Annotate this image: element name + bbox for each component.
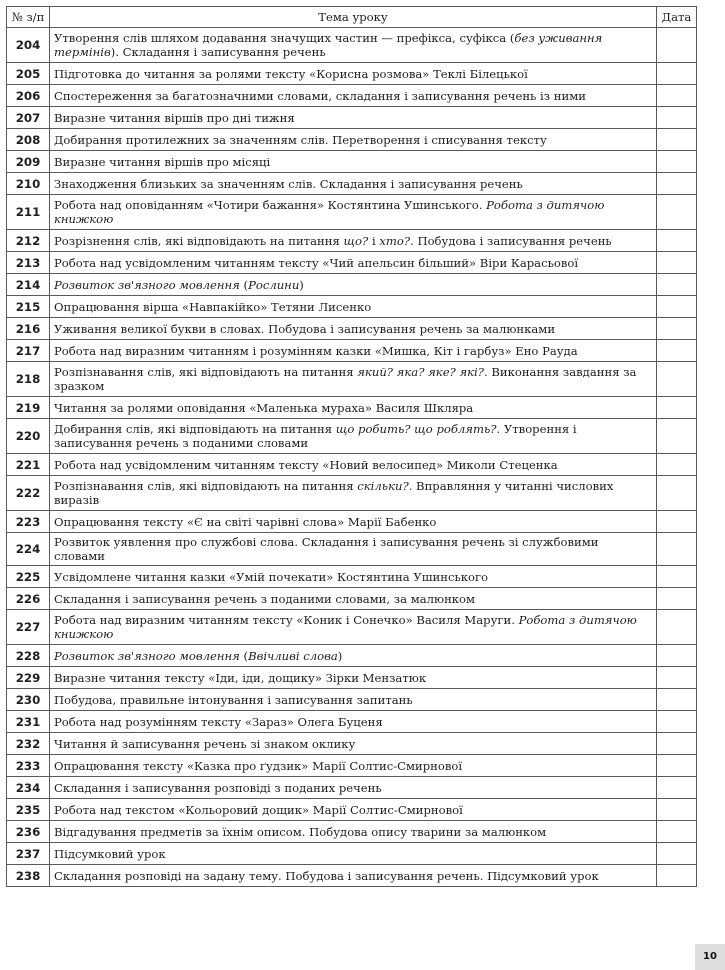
lesson-number: 212 xyxy=(7,230,50,252)
topic-text: Виразне читання віршів про місяці xyxy=(54,154,271,169)
lesson-plan-table xyxy=(6,6,697,887)
topic-italic-text: Робота з дитячою книжкою xyxy=(54,198,605,226)
table-row xyxy=(7,799,697,821)
lesson-date-cell xyxy=(657,711,697,733)
lesson-date-cell xyxy=(657,476,697,511)
lesson-topic xyxy=(50,195,657,230)
lesson-topic xyxy=(50,533,657,566)
table-row xyxy=(7,362,697,397)
topic-text: Підсумковий урок xyxy=(54,846,166,861)
table-row xyxy=(7,397,697,419)
topic-text: Розпізнавання слів, які відповідають на питання xyxy=(54,479,358,493)
lesson-topic xyxy=(50,476,657,511)
lesson-topic xyxy=(50,667,657,689)
lesson-topic xyxy=(50,274,657,296)
topic-italic-text: Розвиток зв'язного мовлення xyxy=(54,277,240,292)
lesson-number: 213 xyxy=(7,252,50,274)
table-row xyxy=(7,588,697,610)
lesson-date-cell xyxy=(657,397,697,419)
table-row xyxy=(7,454,697,476)
lesson-number: 219 xyxy=(7,397,50,419)
table-row xyxy=(7,821,697,843)
lesson-date-cell xyxy=(657,689,697,711)
lesson-topic xyxy=(50,107,657,129)
topic-text: Робота над оповіданням «Чотири бажання» Костянтина Ушинського. xyxy=(54,198,487,212)
lesson-date-cell xyxy=(657,173,697,195)
header-number: № з/п xyxy=(7,7,50,28)
topic-text: Розрізнення слів, які відповідають на питання xyxy=(54,233,344,248)
lesson-number: 226 xyxy=(7,588,50,610)
lesson-number: 223 xyxy=(7,511,50,533)
lesson-topic xyxy=(50,362,657,397)
lesson-number: 228 xyxy=(7,645,50,667)
lesson-number: 236 xyxy=(7,821,50,843)
topic-text: . Утворення і записування речень з поданими словами xyxy=(54,422,577,450)
lesson-topic xyxy=(50,340,657,362)
topic-text: ). Складання і записування речень xyxy=(110,45,326,59)
table-body xyxy=(7,28,697,887)
lesson-number: 234 xyxy=(7,777,50,799)
table-row xyxy=(7,566,697,588)
lesson-number: 205 xyxy=(7,63,50,85)
lesson-topic xyxy=(50,63,657,85)
table-row xyxy=(7,610,697,645)
lesson-number: 217 xyxy=(7,340,50,362)
lesson-date-cell xyxy=(657,821,697,843)
table-row xyxy=(7,151,697,173)
topic-text: Підготовка до читання за ролями тексту «Корисна розмова» Теклі Білецької xyxy=(54,66,528,81)
topic-text: Спостереження за багатозначними словами, складання і записування речень із ними xyxy=(54,88,586,103)
topic-italic-text: без уживання термінів xyxy=(54,31,603,59)
topic-text: Знаходження близьких за значенням слів. Складання і записування речень xyxy=(54,176,523,191)
lesson-number: 208 xyxy=(7,129,50,151)
topic-italic-text: що? xyxy=(343,233,369,248)
lesson-date-cell xyxy=(657,777,697,799)
lesson-date-cell xyxy=(657,129,697,151)
topic-italic-text: Робота з дитячою книжкою xyxy=(54,613,637,641)
lesson-date-cell xyxy=(657,645,697,667)
topic-italic-text: Рослини xyxy=(248,277,300,292)
lesson-number: 216 xyxy=(7,318,50,340)
lesson-date-cell xyxy=(657,318,697,340)
lesson-topic xyxy=(50,865,657,887)
table-header-row xyxy=(7,7,697,28)
topic-text: Виразне читання віршів про дні тижня xyxy=(54,110,295,125)
topic-text: ) xyxy=(337,648,343,663)
lesson-date-cell xyxy=(657,755,697,777)
lesson-date-cell xyxy=(657,454,697,476)
lesson-number: 227 xyxy=(7,610,50,645)
lesson-number: 206 xyxy=(7,85,50,107)
lesson-topic xyxy=(50,588,657,610)
lesson-date-cell xyxy=(657,362,697,397)
lesson-number: 211 xyxy=(7,195,50,230)
topic-text: Робота над усвідомленим читанням тексту «Новий велосипед» Миколи Стеценка xyxy=(54,457,558,472)
lesson-number: 225 xyxy=(7,566,50,588)
header-topic: Тема уроку xyxy=(50,7,657,28)
lesson-number: 222 xyxy=(7,476,50,511)
lesson-date-cell xyxy=(657,588,697,610)
lesson-topic xyxy=(50,711,657,733)
table-row xyxy=(7,667,697,689)
lesson-topic xyxy=(50,821,657,843)
lesson-number: 215 xyxy=(7,296,50,318)
topic-text: Усвідомлене читання казки «Умій почекати» Костянтина Ушинського xyxy=(54,569,489,584)
table-row xyxy=(7,419,697,454)
table-row xyxy=(7,511,697,533)
lesson-date-cell xyxy=(657,667,697,689)
topic-text: Опрацювання тексту «Є на світі чарівні слова» Марії Бабенко xyxy=(54,514,437,529)
lesson-topic xyxy=(50,28,657,63)
lesson-topic xyxy=(50,645,657,667)
lesson-date-cell xyxy=(657,63,697,85)
topic-italic-text: Розвиток зв'язного мовлення xyxy=(54,648,240,663)
table-row xyxy=(7,777,697,799)
lesson-number: 235 xyxy=(7,799,50,821)
lesson-topic xyxy=(50,397,657,419)
lesson-number: 224 xyxy=(7,533,50,566)
table-row xyxy=(7,318,697,340)
lesson-date-cell xyxy=(657,85,697,107)
lesson-number: 230 xyxy=(7,689,50,711)
lesson-topic xyxy=(50,296,657,318)
topic-text: ) xyxy=(299,277,304,292)
topic-text: Робота над розумінням тексту «Зараз» Олега Буценя xyxy=(54,714,383,729)
lesson-date-cell xyxy=(657,799,697,821)
topic-text: Робота над виразним читанням і розумінням казки «Мишка, Кіт і гарбуз» Ено Рауда xyxy=(54,343,578,358)
table-row xyxy=(7,711,697,733)
table-row xyxy=(7,645,697,667)
lesson-date-cell xyxy=(657,865,697,887)
topic-text: ( xyxy=(239,648,249,663)
topic-text: Складання розповіді на задану тему. Побудова і записування речень. Підсумковий урок xyxy=(54,868,599,883)
lesson-topic xyxy=(50,843,657,865)
topic-text: Читання за ролями оповідання «Маленька мураха» Василя Шкляра xyxy=(54,400,474,415)
lesson-number: 221 xyxy=(7,454,50,476)
topic-text: Утворення слів шляхом додавання значущих частин — префікса, суфікса ( xyxy=(54,31,515,45)
lesson-topic xyxy=(50,85,657,107)
topic-text: Робота над виразним читанням тексту «Коник і Сонечко» Василя Маруги. xyxy=(54,613,519,627)
lesson-topic xyxy=(50,252,657,274)
topic-text: Побудова, правильне інтонування і записування запитань xyxy=(54,692,413,707)
lesson-date-cell xyxy=(657,195,697,230)
topic-text: Розвиток уявлення про службові слова. Складання і записування речень зі службовими словами xyxy=(54,535,599,563)
table-row xyxy=(7,755,697,777)
table-row xyxy=(7,230,697,252)
topic-text: Уживання великої букви в словах. Побудова і записування речень за малюнками xyxy=(54,321,556,336)
lesson-date-cell xyxy=(657,107,697,129)
lesson-number: 207 xyxy=(7,107,50,129)
topic-italic-text: Ввічливі слова xyxy=(248,648,338,663)
page-number: 10 xyxy=(695,944,725,970)
lesson-topic xyxy=(50,799,657,821)
lesson-topic xyxy=(50,419,657,454)
lesson-topic xyxy=(50,755,657,777)
topic-text: Робота над усвідомленим читанням тексту «Чий апельсин більший» Віри Карасьової xyxy=(54,255,579,270)
lesson-date-cell xyxy=(657,274,697,296)
table-row xyxy=(7,689,697,711)
lesson-number: 232 xyxy=(7,733,50,755)
topic-text: Робота над текстом «Кольоровий дощик» Марії Солтис-Смирнової xyxy=(54,802,463,817)
lesson-topic xyxy=(50,151,657,173)
lesson-topic xyxy=(50,566,657,588)
lesson-date-cell xyxy=(657,733,697,755)
table-row xyxy=(7,173,697,195)
table-row xyxy=(7,274,697,296)
topic-text: Добирання слів, які відповідають на питання xyxy=(54,422,336,436)
topic-italic-text: хто? xyxy=(379,233,411,248)
topic-text: . Вправляння у читанні числових виразів xyxy=(54,479,614,507)
table-row xyxy=(7,865,697,887)
lesson-date-cell xyxy=(657,296,697,318)
lesson-date-cell xyxy=(657,340,697,362)
lesson-date-cell xyxy=(657,566,697,588)
lesson-number: 209 xyxy=(7,151,50,173)
topic-text: Складання і записування розповіді з поданих речень xyxy=(54,780,382,795)
topic-italic-text: що робить? що роблять? xyxy=(335,422,497,436)
lesson-topic xyxy=(50,318,657,340)
topic-text: Добирання протилежних за значенням слів. Перетворення і списування тексту xyxy=(54,132,547,147)
topic-text: . Побудова і записування речень xyxy=(410,233,612,248)
table-row xyxy=(7,63,697,85)
topic-text: ( xyxy=(239,277,249,292)
table-row xyxy=(7,296,697,318)
lesson-date-cell xyxy=(657,252,697,274)
lesson-date-cell xyxy=(657,610,697,645)
table-row xyxy=(7,843,697,865)
lesson-date-cell xyxy=(657,511,697,533)
lesson-date-cell xyxy=(657,843,697,865)
lesson-topic xyxy=(50,777,657,799)
table-row xyxy=(7,733,697,755)
lesson-topic xyxy=(50,129,657,151)
table-row xyxy=(7,252,697,274)
table-row xyxy=(7,340,697,362)
lesson-number: 233 xyxy=(7,755,50,777)
lesson-number: 237 xyxy=(7,843,50,865)
topic-text: Опрацювання вірша «Навпакійко» Тетяни Лисенко xyxy=(54,299,372,314)
lesson-date-cell xyxy=(657,419,697,454)
topic-text: Відгадування предметів за їхнім описом. Побудова опису тварини за малюнком xyxy=(54,824,547,839)
lesson-date-cell xyxy=(657,151,697,173)
table-row xyxy=(7,476,697,511)
lesson-topic xyxy=(50,733,657,755)
lesson-topic xyxy=(50,511,657,533)
lesson-topic xyxy=(50,689,657,711)
lesson-date-cell xyxy=(657,230,697,252)
topic-italic-text: який? яка? яке? які? xyxy=(357,365,484,379)
lesson-number: 204 xyxy=(7,28,50,63)
topic-text: Читання й записування речень зі знаком оклику xyxy=(54,736,356,751)
lesson-number: 214 xyxy=(7,274,50,296)
table-row xyxy=(7,107,697,129)
topic-text: . Виконання завдання за зразком xyxy=(54,365,637,393)
table-row xyxy=(7,129,697,151)
lesson-number: 238 xyxy=(7,865,50,887)
lesson-number: 231 xyxy=(7,711,50,733)
lesson-topic xyxy=(50,610,657,645)
lesson-number: 220 xyxy=(7,419,50,454)
topic-text: Виразне читання тексту «Іди, іди, дощику» Зірки Мензатюк xyxy=(54,670,427,685)
lesson-number: 210 xyxy=(7,173,50,195)
topic-text: Опрацювання тексту «Казка про ґудзик» Марії Солтис-Смирнової xyxy=(54,758,463,773)
table-row xyxy=(7,28,697,63)
lesson-number: 218 xyxy=(7,362,50,397)
lesson-topic xyxy=(50,173,657,195)
lesson-date-cell xyxy=(657,28,697,63)
topic-text: Розпізнавання слів, які відповідають на питання xyxy=(54,365,358,379)
table-row xyxy=(7,85,697,107)
topic-text: і xyxy=(368,233,380,248)
lesson-number: 229 xyxy=(7,667,50,689)
lesson-date-cell xyxy=(657,533,697,566)
lesson-topic xyxy=(50,230,657,252)
lesson-topic xyxy=(50,454,657,476)
header-date: Дата xyxy=(657,7,697,28)
table-row xyxy=(7,533,697,566)
topic-text: Складання і записування речень з поданими словами, за малюнком xyxy=(54,591,476,606)
table-row xyxy=(7,195,697,230)
topic-italic-text: скільки? xyxy=(357,479,409,493)
